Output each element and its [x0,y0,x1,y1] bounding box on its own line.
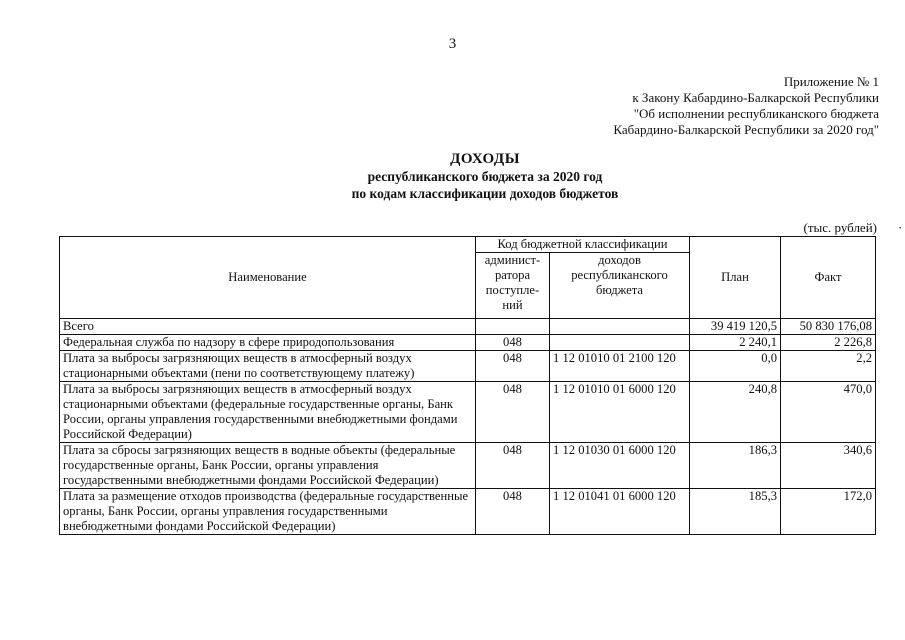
cell-code: 1 12 01010 01 6000 120 [550,382,690,443]
table-row [60,382,876,443]
table-row [60,351,876,382]
cell-name: Плата за выбросы загрязняющих веществ в атмосферный воздух стационарными объектами (федеральные государственные органы, Банк России, органы управления государственными внебюджетными фондами Российской Федерации) [60,382,476,443]
revenue-table [59,236,876,535]
cell-plan: 2 240,1 [690,335,781,351]
cell-admin: 048 [476,382,550,443]
table-row [60,319,876,335]
cell-name: Плата за размещение отходов производства (федеральные государственные органы, Банк России, органы управления государственными внебюджетными фондами Российской Федерации) [60,489,476,535]
cell-fact: 470,0 [781,382,876,443]
cell-fact: 2,2 [781,351,876,382]
cell-plan: 0,0 [690,351,781,382]
cell-code: 1 12 01041 01 6000 120 [550,489,690,535]
cell-code: 1 12 01030 01 6000 120 [550,443,690,489]
cell-plan: 240,8 [690,382,781,443]
header-plan: План [690,237,781,319]
cell-admin: 048 [476,489,550,535]
title-line: республиканского бюджета за 2020 год [367,169,603,184]
cell-fact: 172,0 [781,489,876,535]
title-main: ДОХОДЫ [450,151,520,167]
cell-plan: 185,3 [690,489,781,535]
cell-name: Федеральная служба по надзору в сфере природопользования [60,335,476,351]
header-fact: Факт [781,237,876,319]
cell-fact: 340,6 [781,443,876,489]
appendix-note [613,74,879,138]
cell-plan: 186,3 [690,443,781,489]
units-label: (тыс. рублей) [803,220,877,235]
cell-code [550,335,690,351]
header-code-group: Код бюджетной классификации [476,237,690,253]
cell-fact: 50 830 176,08 [781,319,876,335]
page-number: 3 [448,36,457,52]
document-title [0,150,905,202]
cell-name: Плата за сбросы загрязняющих веществ в водные объекты (федеральные государственные органы, Банк России, органы управления государственными внебюджетными фондами Российской Федерации) [60,443,476,489]
cell-admin [476,319,550,335]
cell-code [550,319,690,335]
title-line: по кодам классификации доходов бюджетов [351,186,619,201]
table-row [60,489,876,535]
cell-fact: 2 226,8 [781,335,876,351]
table-row [60,335,876,351]
cell-plan: 39 419 120,5 [690,319,781,335]
cell-admin: 048 [476,351,550,382]
header-admin: админист- ратора поступле- ний [476,253,550,319]
cell-name: Плата за выбросы загрязняющих веществ в атмосферный воздух стационарными объектами (пени по соответствующему платежу) [60,351,476,382]
appendix-line: Приложение № 1 [783,74,879,89]
cell-admin: 048 [476,335,550,351]
appendix-line: "Об исполнении республиканского бюджета [633,106,879,121]
table-header-row [60,237,876,253]
margin-mark: · [898,220,903,235]
appendix-line: к Закону Кабардино-Балкарской Республики [632,90,879,105]
header-name: Наименование [60,237,476,319]
appendix-line: Кабардино-Балкарской Республики за 2020 год" [613,122,879,137]
cell-admin: 048 [476,443,550,489]
cell-code: 1 12 01010 01 2100 120 [550,351,690,382]
header-income: доходов республиканского бюджета [550,253,690,319]
cell-name: Всего [60,319,476,335]
table-row [60,443,876,489]
